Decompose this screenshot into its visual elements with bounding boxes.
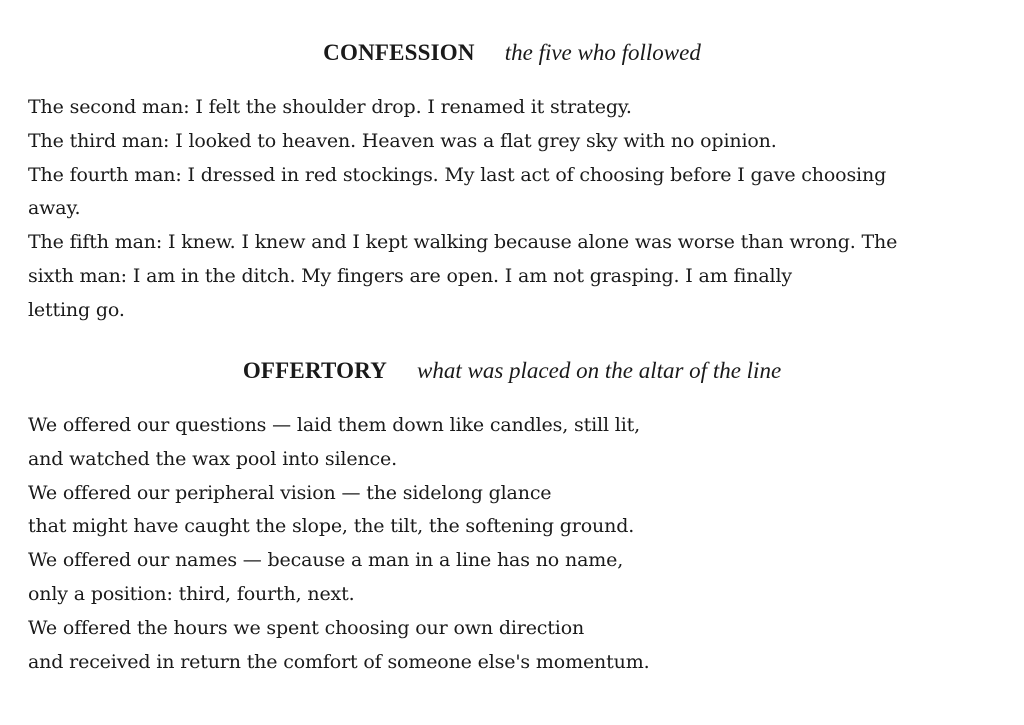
verse-line: The second man: I felt the shoulder drop. I renamed it strategy. bbox=[28, 96, 632, 118]
verse-line: only a position: third, fourth, next. bbox=[28, 582, 355, 605]
verse-line: We offered our names — because a man in a line has no name, bbox=[28, 549, 624, 572]
verse-line: The third man: I looked to heaven. Heaven was a flat grey sky with no opinion. bbox=[28, 129, 777, 152]
offertory-stanza bbox=[28, 409, 1013, 679]
verse-line: sixth man: I am in the ditch. My fingers are open. I am not grasping. I am finally bbox=[28, 264, 792, 287]
section-subtitle: the five who followed bbox=[504, 40, 701, 65]
verse-line: We offered our peripheral vision — the sidelong glance bbox=[28, 481, 552, 504]
verse-line: that might have caught the slope, the tilt, the softening ground. bbox=[28, 515, 635, 538]
verse-line: The fourth man: I dressed in red stockings. My last act of choosing before I gave choosing bbox=[28, 163, 887, 186]
verse-line: We offered the hours we spent choosing our own direction bbox=[28, 616, 585, 639]
verse-line: The fifth man: I knew. I knew and I kept walking because alone was worse than wrong. The bbox=[28, 231, 898, 254]
offertory-heading bbox=[0, 358, 1024, 384]
confession-stanza bbox=[28, 91, 1013, 328]
verse-line: letting go. bbox=[28, 298, 125, 321]
section-subtitle: what was placed on the altar of the line bbox=[417, 358, 782, 383]
section-title: OFFERTORY bbox=[242, 358, 388, 383]
verse-line: and watched the wax pool into silence. bbox=[28, 447, 398, 470]
verse-line: away. bbox=[28, 197, 81, 220]
section-title: CONFESSION bbox=[323, 40, 475, 65]
verse-line: and received in return the comfort of someone else's momentum. bbox=[28, 650, 650, 673]
confession-heading bbox=[0, 40, 1024, 66]
verse-line: We offered our questions — laid them down like candles, still lit, bbox=[28, 414, 640, 436]
